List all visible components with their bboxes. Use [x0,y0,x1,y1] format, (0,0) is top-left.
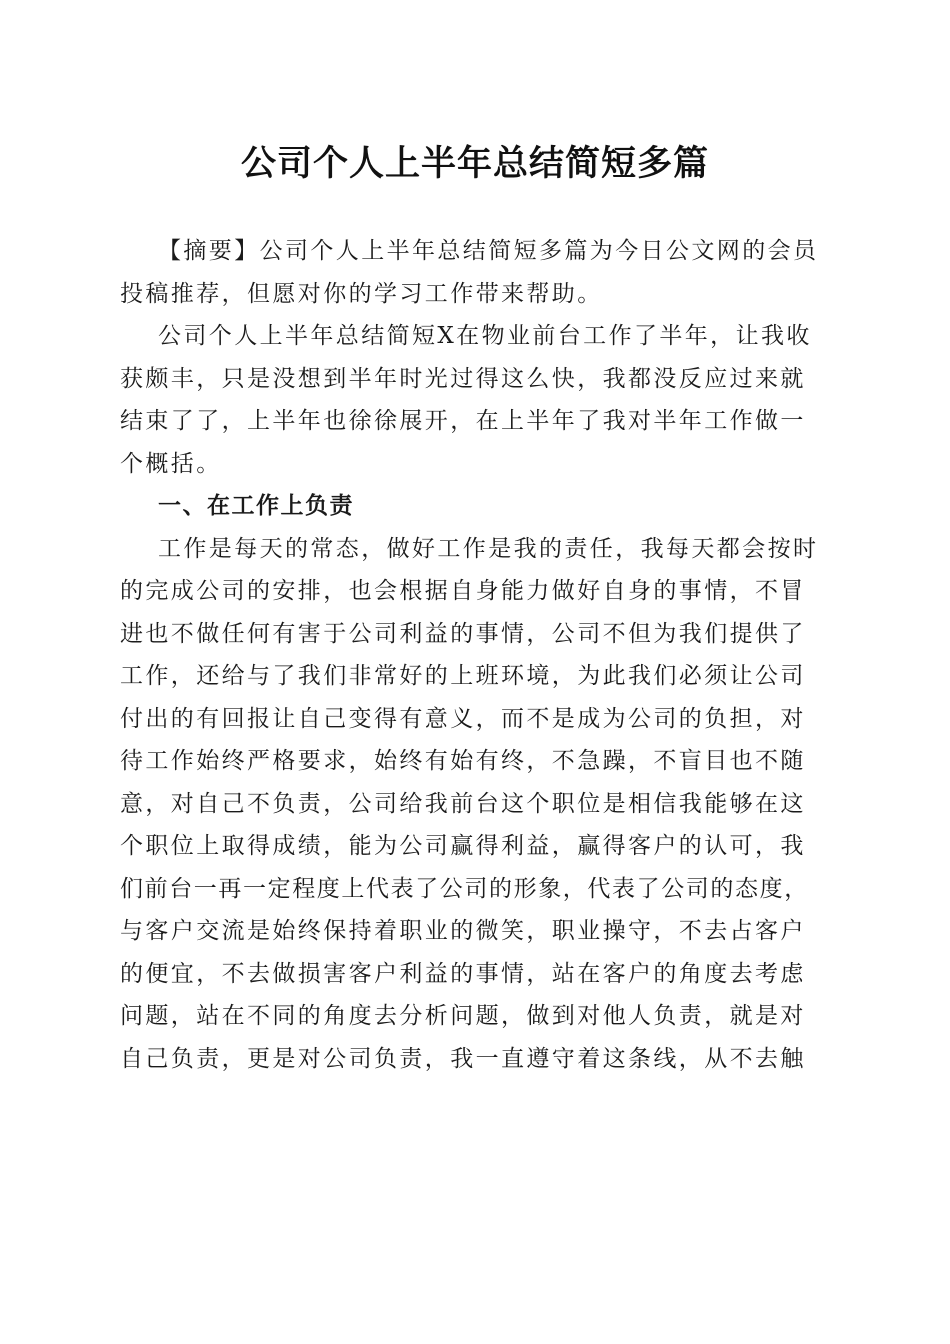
paragraph-2-line-8: 个职位上取得成绩，能为公司赢得利益，赢得客户的认可，我 [120,833,806,859]
paragraph-2-line-2: 的完成公司的安排，也会根据自身能力做好自身的事情，不冒 [120,578,806,604]
document-title: 公司个人上半年总结简短多篇 [240,143,709,184]
paragraph-2-line-11: 的便宜，不去做损害客户利益的事情，站在客户的角度去考虑 [120,960,806,987]
abstract-line-1: 【摘要】公司个人上半年总结简短多篇为今日公文网的会员 [158,238,819,264]
paragraph-1-line-4: 个概括。 [120,450,222,477]
paragraph-2-line-13: 自己负责，更是对公司负责，我一直遵守着这条线，从不去触 [120,1045,806,1072]
paragraph-1-line-2: 获颇丰，只是没想到半年时光过得这么快，我都没反应过来就 [120,365,806,392]
paragraph-2-line-4: 工作，还给与了我们非常好的上班环境，为此我们必须让公司 [120,663,806,689]
paragraph-1-line-1: 公司个人上半年总结简短X在物业前台工作了半年，让我收 [158,323,812,349]
paragraph-2-line-5: 付出的有回报让自己变得有意义，而不是成为公司的负担，对 [120,705,806,732]
document-body [120,230,832,1080]
abstract-line-2: 投稿推荐，但愿对你的学习工作带来帮助。 [120,280,603,307]
paragraph-2-line-3: 进也不做任何有害于公司利益的事情，公司不但为我们提供了 [120,620,806,647]
section-heading: 一、在工作上负责 [158,493,354,519]
paragraph-1-line-3: 结束了了，上半年也徐徐展开，在上半年了我对半年工作做一 [120,408,806,434]
paragraph-2-line-1: 工作是每天的常态，做好工作是我的责任，我每天都会按时 [158,535,819,562]
paragraph-2-line-10: 与客户交流是始终保持着职业的微笑，职业操守，不去占客户 [120,918,806,944]
paragraph-2-line-7: 意，对自己不负责，公司给我前台这个职位是相信我能够在这 [120,790,806,817]
paragraph-2-line-9: 们前台一再一定程度上代表了公司的形象，代表了公司的态度， [120,875,809,902]
paragraph-2-line-12: 问题，站在不同的角度去分析问题，做到对他人负责，就是对 [120,1003,806,1029]
paragraph-2-line-6: 待工作始终严格要求，始终有始有终，不急躁，不盲目也不随 [120,748,806,774]
